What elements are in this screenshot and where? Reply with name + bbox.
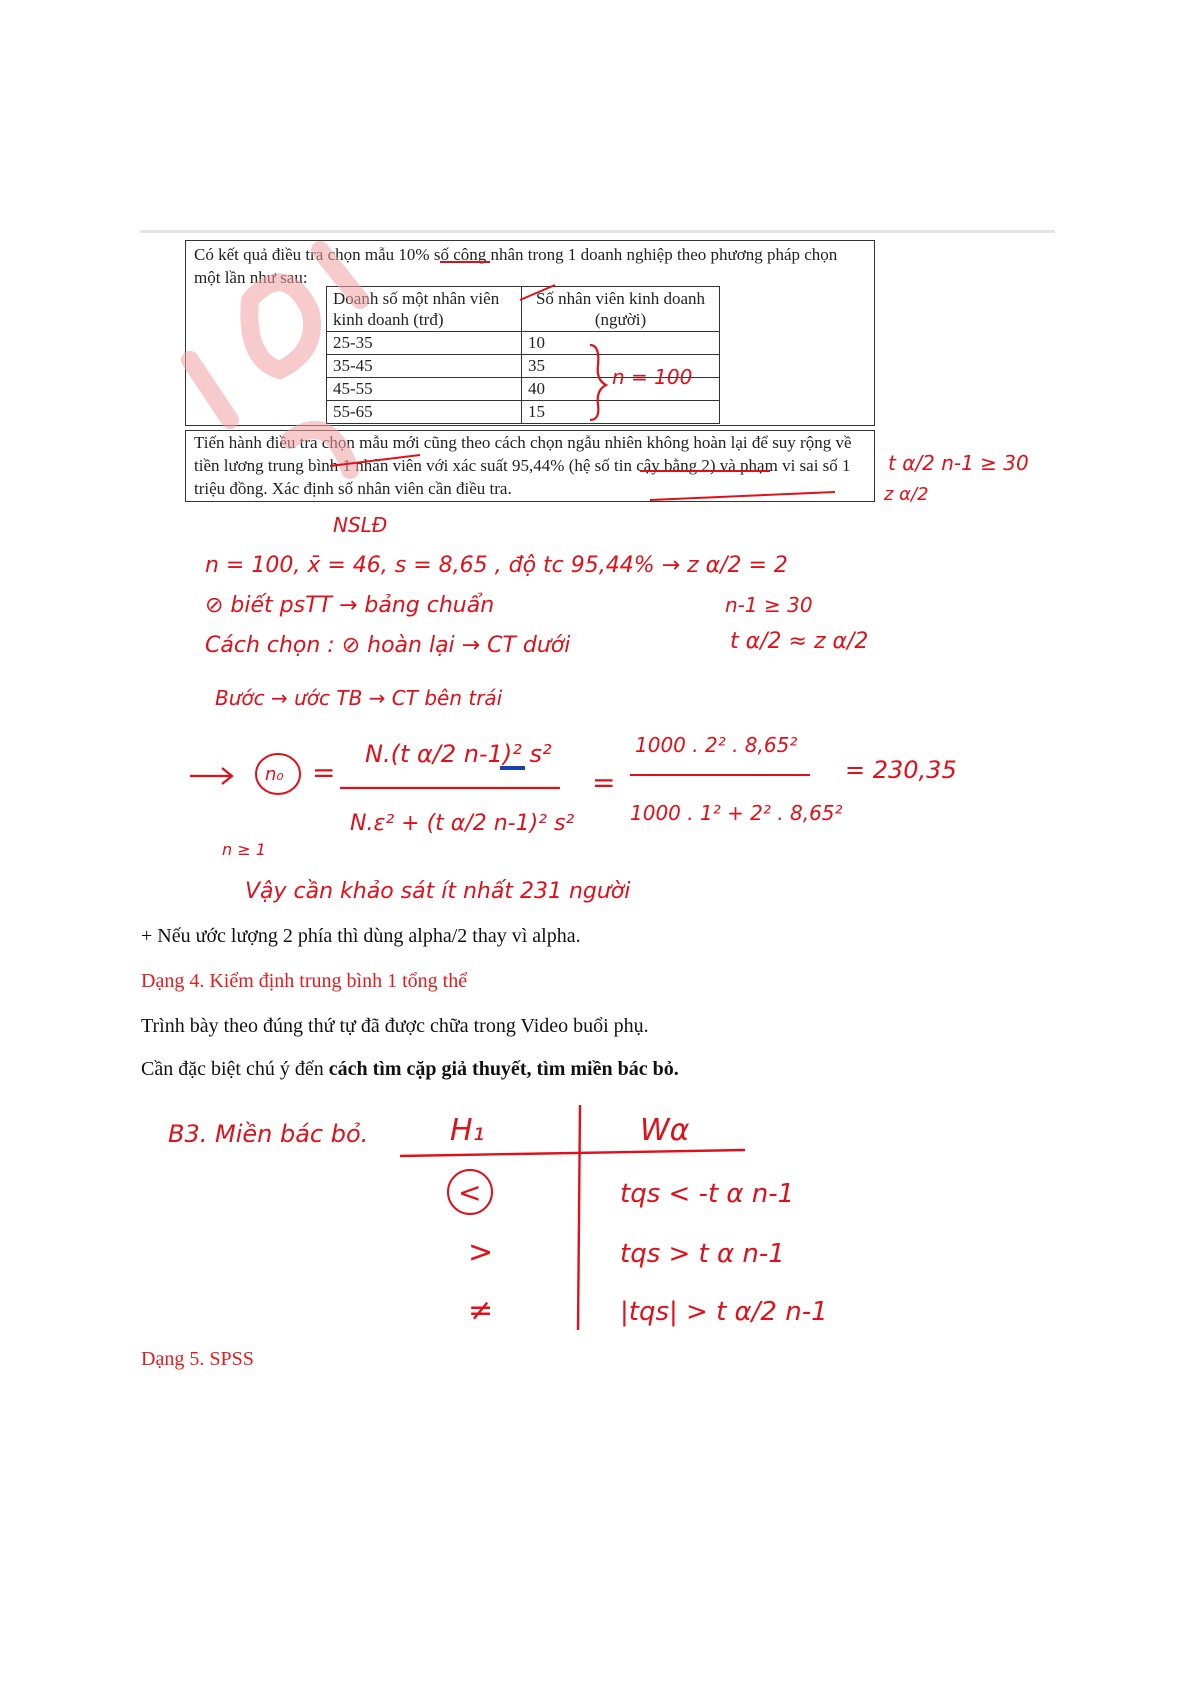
rule-w: tqs < -t α n-1: [620, 1179, 795, 1209]
heading-dang-5: Dạng 5. SPSS: [141, 1348, 254, 1370]
present-line: Trình bày theo đúng thứ tự đã được chữa trong Video buổi phụ.: [141, 1015, 649, 1037]
attention-line: [141, 1058, 679, 1081]
rule-w: |tqs| > t α/2 n-1: [620, 1297, 828, 1327]
ineq-note: n-1 ≥ 30: [725, 593, 813, 617]
problem-image-task: [185, 430, 875, 502]
problem-intro: Có kết quả điều tra chọn mẫu 10% số công nhân trong 1 doanh nghiệp theo phương pháp chọn một lần như sau:: [194, 245, 838, 287]
rule-w: tqs > t α n-1: [620, 1239, 785, 1269]
handwritten-line-2: ⊘ biết psTT → bảng chuẩn: [205, 593, 495, 618]
table-cell: 15: [522, 401, 720, 424]
table-cell: 10: [522, 332, 720, 355]
table-header: Doanh số một nhân viên kinh doanh (trđ): [327, 287, 522, 332]
table-cell: 40: [522, 378, 720, 401]
side-condition: n ≥ 1: [222, 840, 266, 859]
side-note-top: t α/2 n-1 ≥ 30: [888, 451, 1029, 475]
sales-table: [326, 286, 720, 424]
calc-numerator: 1000 . 2² . 8,65²: [635, 733, 798, 757]
problem-task: Tiến hành điều tra chọn mẫu mới cũng theo cách chọn ngẫu nhiên không hoàn lại để suy rộng về tiền lương trung bình 1 nhân viên với xác suất 95,44% (hệ số tin cậy bằng 2) và phạm vi sai số 1 triệu đồng. Xác định số nhân viên cần điều tra.: [194, 433, 852, 498]
rule-h1: <: [458, 1176, 482, 1209]
attention-prefix: Cần đặc biệt chú ý đến: [141, 1058, 329, 1080]
formula-numerator: N.(t α/2 n-1)² s²: [365, 740, 552, 768]
side-note-z: z α/2: [884, 484, 929, 505]
h1-header: H₁: [450, 1113, 485, 1148]
table-cell: 35: [522, 355, 720, 378]
handwritten-line-3: Cách chọn : ⊘ hoàn lại → CT dưới: [205, 633, 571, 658]
table-header-row: [327, 287, 720, 332]
nsld-label: NSLĐ: [333, 513, 388, 537]
table-header: Số nhân viên kinh doanh (người): [522, 287, 720, 332]
table-row: [327, 355, 720, 378]
formula-denominator: N.ε² + (t α/2 n-1)² s²: [350, 811, 575, 836]
approx-note: t α/2 ≈ z α/2: [730, 629, 869, 654]
calc-denominator: 1000 . 1² + 2² . 8,65²: [630, 801, 843, 825]
note-line: + Nếu ước lượng 2 phía thì dùng alpha/2 thay vì alpha.: [141, 925, 581, 947]
table-row: [327, 401, 720, 424]
b3-label: B3. Miền bác bỏ.: [168, 1120, 369, 1148]
n-annotation: n = 100: [612, 365, 693, 389]
heading-dang-4: Dạng 4. Kiểm định trung bình 1 tổng thể: [141, 970, 468, 992]
rule-h1: ≠: [468, 1293, 494, 1328]
conclusion: Vậy cần khảo sát ít nhất 231 người: [245, 879, 631, 904]
svg-text:=: =: [312, 756, 336, 789]
table-cell: 55-65: [327, 401, 522, 424]
handwritten-line-4: Bước → ước TB → CT bên trái: [215, 686, 503, 710]
svg-text:n₀: n₀: [265, 764, 284, 785]
table-row: [327, 378, 720, 401]
top-divider: [140, 230, 1055, 233]
table-row: [327, 332, 720, 355]
calc-result: = 230,35: [845, 756, 957, 784]
table-cell: 45-55: [327, 378, 522, 401]
svg-text:=: =: [592, 766, 616, 799]
attention-bold: cách tìm cặp giả thuyết, tìm miền bác bỏ.: [328, 1058, 679, 1080]
rule-h1: >: [468, 1235, 494, 1270]
table-cell: 35-45: [327, 355, 522, 378]
handwritten-line-1: n = 100, x̄ = 46, s = 8,65 , độ tc 95,44% → z α/2 = 2: [205, 553, 788, 578]
w-header: Wα: [640, 1113, 690, 1148]
problem-image-top: [185, 240, 875, 426]
table-cell: 25-35: [327, 332, 522, 355]
